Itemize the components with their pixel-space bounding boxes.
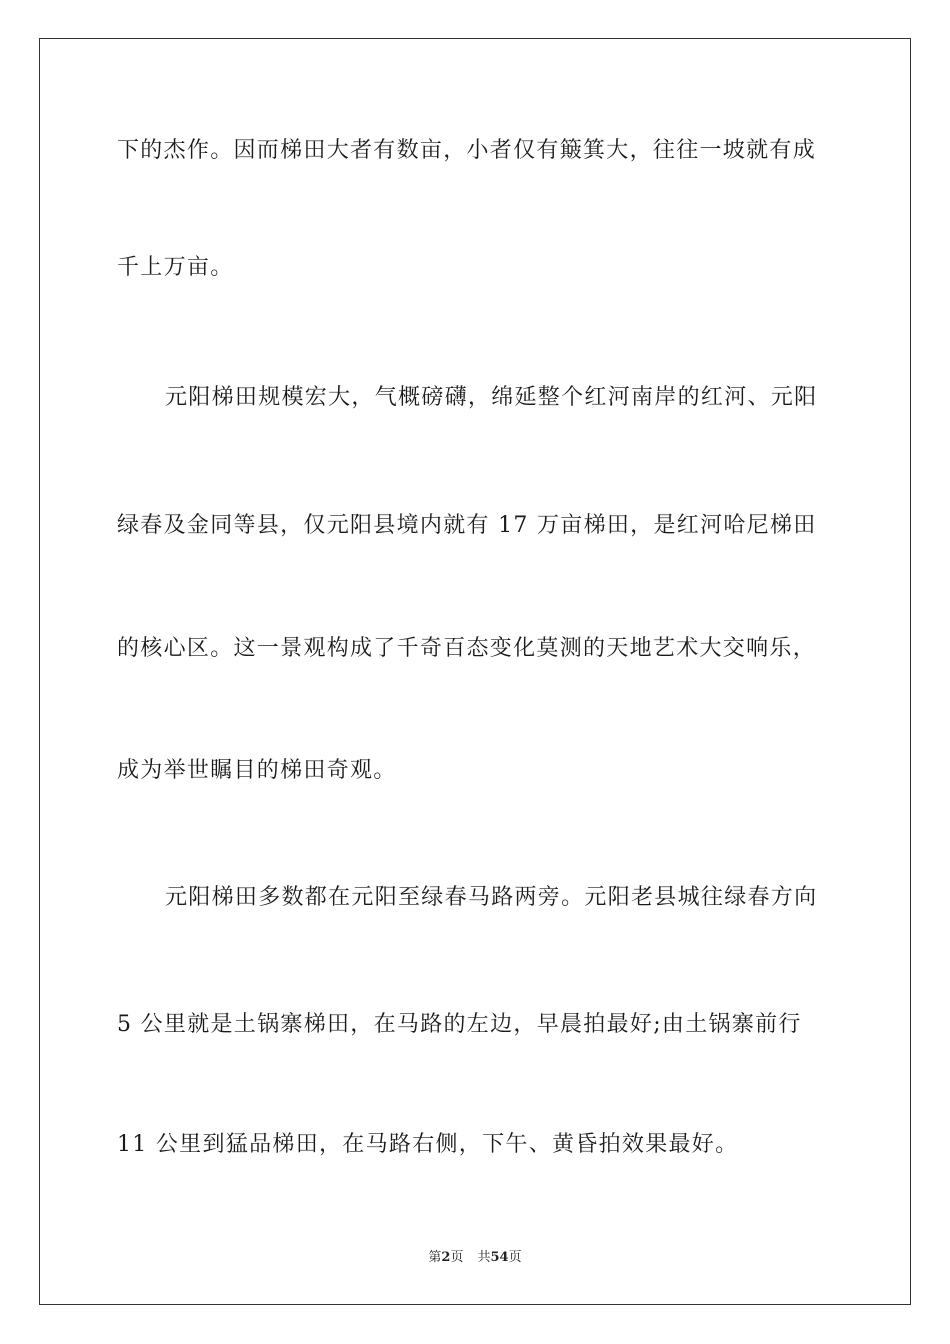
paragraph-line: 元阳梯田规模宏大，气概磅礴，绵延整个红河南岸的红河、元阳	[165, 385, 818, 410]
page-prefix: 第	[428, 1250, 442, 1265]
page-footer	[0, 1246, 950, 1265]
total-suffix: 页	[508, 1250, 522, 1265]
page-number: 2	[441, 1250, 451, 1265]
paragraph-line: 元阳梯田多数都在元阳至绿春马路两旁。元阳老县城往绿春方向	[165, 885, 818, 910]
total-pages: 54	[490, 1250, 509, 1265]
paragraph-line: 的核心区。这一景观构成了千奇百态变化莫测的天地艺术大交响乐，	[117, 636, 817, 661]
total-prefix: 共	[477, 1250, 491, 1265]
paragraph-line: 下的杰作。因而梯田大者有数亩，小者仅有簸箕大，往往一坡就有成	[117, 138, 817, 163]
paragraph-line: 5 公里就是土锅寨梯田，在马路的左边，早晨拍最好;由土锅寨前行	[117, 1012, 802, 1037]
page-suffix: 页	[450, 1250, 464, 1265]
paragraph-line: 成为举世瞩目的梯田奇观。	[117, 758, 397, 783]
page-border	[39, 38, 911, 1305]
paragraph-line: 千上万亩。	[117, 255, 234, 280]
paragraph-line: 绿春及金同等县，仅元阳县境内就有 17 万亩梯田，是红河哈尼梯田	[117, 513, 817, 538]
paragraph-line: 11 公里到猛品梯田，在马路右侧，下午、黄昏拍效果最好。	[117, 1132, 739, 1157]
